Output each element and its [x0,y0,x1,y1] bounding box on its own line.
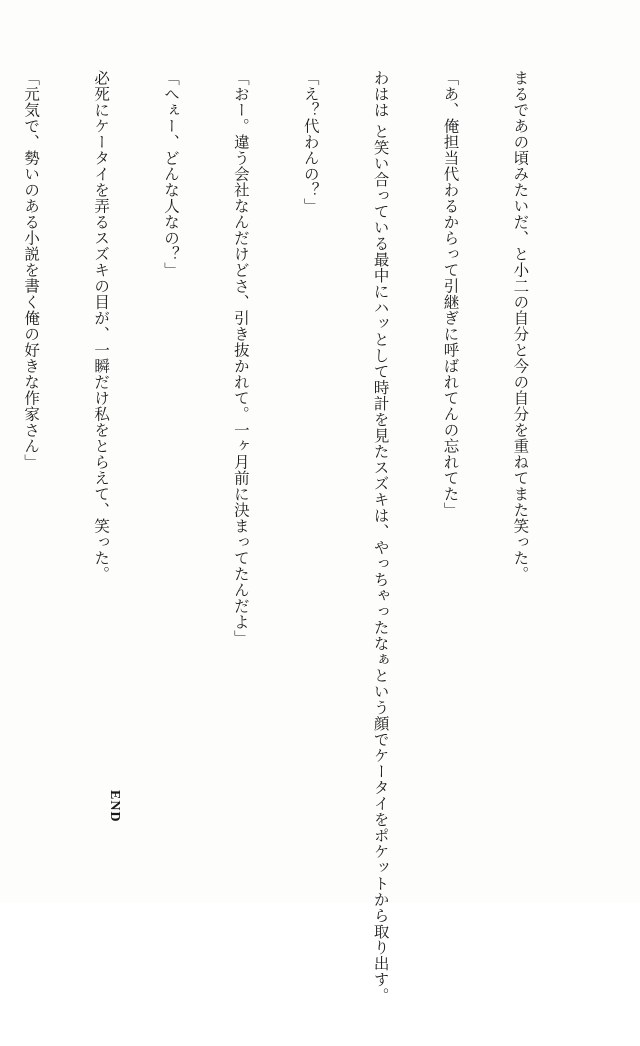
text-line: わはは と笑い合っている最中にハッとして時計を見たスズキは、やっちゃったなぁという顔でケータイをポケットから取り出す。 [371,70,390,1004]
text-line: 「へぇー、どんな人なの？」 [161,70,180,278]
text-line: 「あ、俺担当代わるからって引継ぎに呼ばれてんの忘れてた」 [441,70,460,518]
text-line: まるであの頃みたいだ、と小二の自分と今の自分を重ねてまた笑った。 [511,70,530,582]
end-mark: END [107,790,122,823]
text-line: 必死にケータイを弄るスズキの目が、一瞬だけ私をとらえて、笑った。 [92,70,111,582]
text-line: 「おー。違う会社なんだけどさ、引き抜かれて。一ヶ月前に決まってたんだよ」 [231,70,250,646]
text-line: 「元気で、勢いのある小説を書く俺の好きな作家さん」 [22,70,41,470]
text-line: 「え？代わんの？」 [301,70,320,214]
vertical-text-block [0,70,578,1004]
